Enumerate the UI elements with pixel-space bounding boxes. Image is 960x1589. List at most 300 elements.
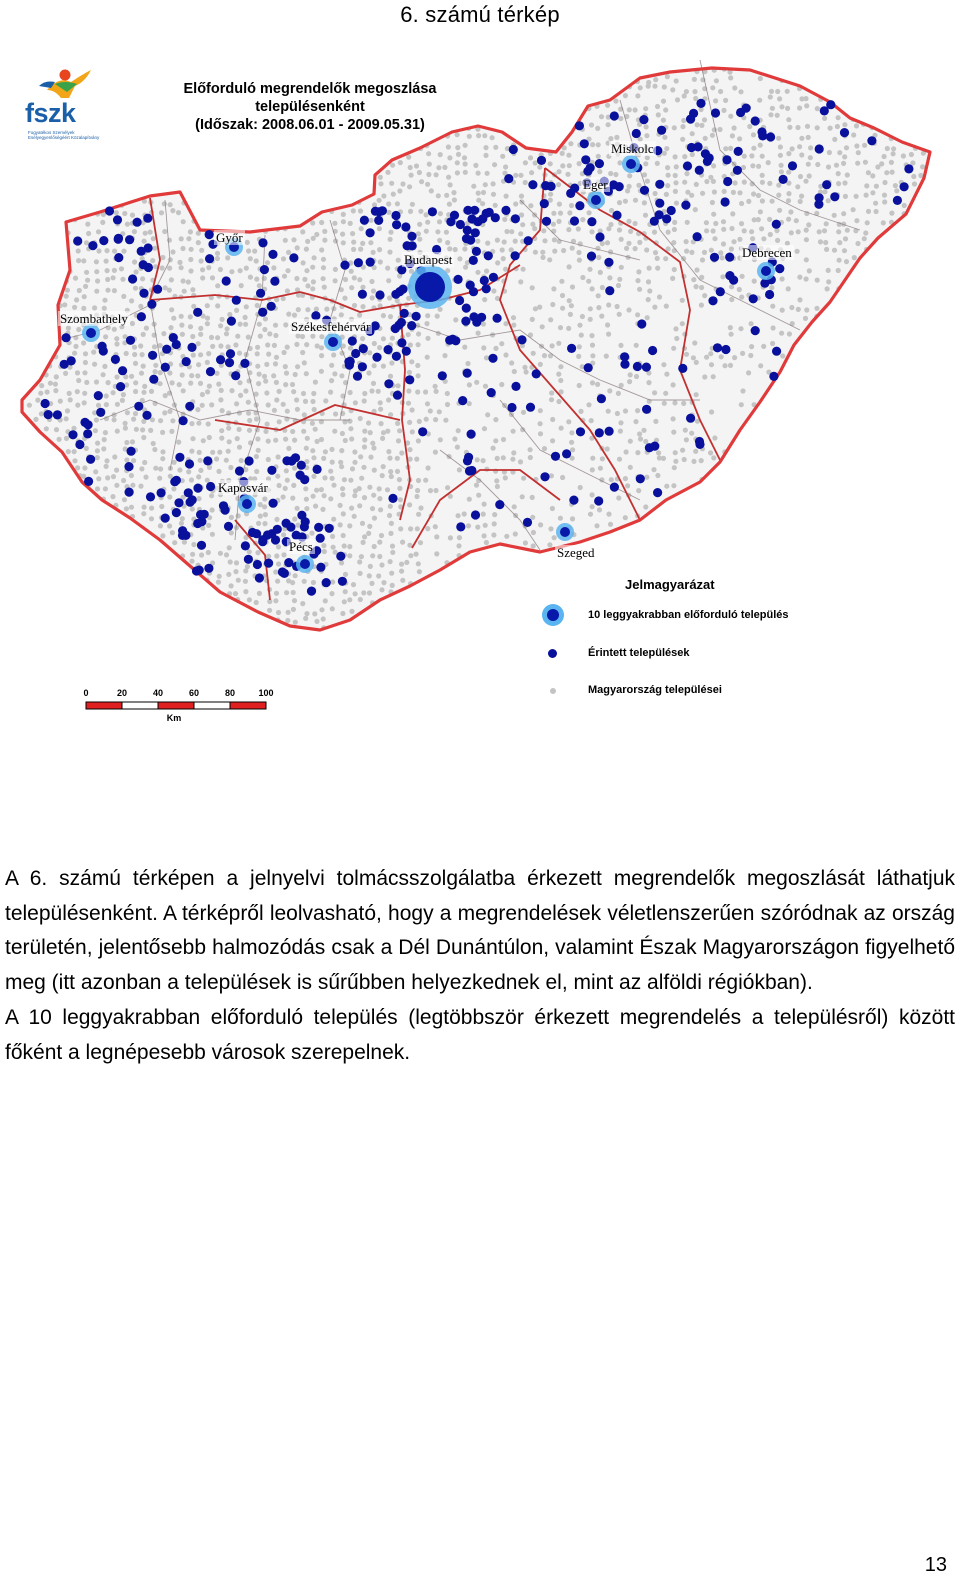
settlement-dot xyxy=(643,213,648,218)
settlement-dot xyxy=(761,344,766,349)
settlement-dot xyxy=(200,392,205,397)
settlement-dot xyxy=(862,236,867,241)
settlement-dot xyxy=(672,220,677,225)
settlement-dot xyxy=(111,275,116,280)
settlement-dot xyxy=(702,250,707,255)
settlement-dot xyxy=(371,445,376,450)
settlement-dot xyxy=(390,336,395,341)
settlement-dot xyxy=(406,388,411,393)
settlement-dot xyxy=(284,468,289,473)
settlement-dot xyxy=(662,151,667,156)
settlement-dot xyxy=(274,591,279,596)
settlement-dot xyxy=(605,322,610,327)
settlement-dot xyxy=(388,374,393,379)
affected-settlement-dot xyxy=(567,344,576,353)
settlement-dot xyxy=(625,483,630,488)
settlement-dot xyxy=(389,521,394,526)
settlement-dot xyxy=(483,384,488,389)
settlement-dot xyxy=(708,450,713,455)
settlement-dot xyxy=(770,199,775,204)
affected-settlement-dot xyxy=(392,352,401,361)
settlement-dot xyxy=(462,246,467,251)
settlement-dot xyxy=(474,483,479,488)
settlement-dot xyxy=(417,419,422,424)
settlement-dot xyxy=(476,331,481,336)
settlement-dot xyxy=(66,449,71,454)
settlement-dot xyxy=(152,344,157,349)
settlement-dot xyxy=(257,591,262,596)
affected-settlement-dot xyxy=(83,429,92,438)
settlement-dot xyxy=(200,267,205,272)
settlement-dot xyxy=(568,141,573,146)
settlement-dot xyxy=(263,316,268,321)
affected-settlement-dot xyxy=(205,230,214,239)
settlement-dot xyxy=(179,236,184,241)
settlement-dot xyxy=(214,371,219,376)
settlement-dot xyxy=(226,426,231,431)
settlement-dot xyxy=(482,426,487,431)
settlement-dot xyxy=(54,374,59,379)
settlement-dot xyxy=(218,323,223,328)
settlement-dot xyxy=(671,346,676,351)
affected-settlement-dot xyxy=(187,343,196,352)
settlement-dot xyxy=(455,145,460,150)
settlement-dot xyxy=(708,351,713,356)
affected-settlement-dot xyxy=(402,347,411,356)
settlement-dot xyxy=(653,250,658,255)
settlement-dot xyxy=(673,154,678,159)
settlement-dot xyxy=(577,258,582,263)
settlement-dot xyxy=(180,332,185,337)
settlement-dot xyxy=(276,454,281,459)
settlement-dot xyxy=(786,217,791,222)
settlement-dot xyxy=(195,373,200,378)
settlement-dot xyxy=(181,388,186,393)
settlement-dot xyxy=(134,427,139,432)
settlement-dot xyxy=(371,381,376,386)
settlement-dot xyxy=(433,450,438,455)
settlement-dot xyxy=(196,240,201,245)
settlement-dot xyxy=(513,173,518,178)
settlement-dot xyxy=(342,296,347,301)
settlement-dot xyxy=(120,277,125,282)
settlement-dot xyxy=(485,241,490,246)
settlement-dot xyxy=(331,517,336,522)
settlement-dot xyxy=(655,256,660,261)
settlement-dot xyxy=(748,353,753,358)
settlement-dot xyxy=(633,221,638,226)
settlement-dot xyxy=(39,411,44,416)
settlement-dot xyxy=(794,218,799,223)
settlement-dot xyxy=(626,241,631,246)
settlement-dot xyxy=(749,344,754,349)
settlement-dot xyxy=(519,194,524,199)
settlement-dot xyxy=(580,314,585,319)
affected-settlement-dot xyxy=(353,372,362,381)
affected-settlement-dot xyxy=(395,287,404,296)
settlement-dot xyxy=(633,198,638,203)
settlement-dot xyxy=(836,229,841,234)
settlement-dot xyxy=(694,392,699,397)
affected-settlement-dot xyxy=(99,236,108,245)
legend-label-settlements: Magyarország települései xyxy=(588,684,722,696)
settlement-dot xyxy=(837,240,842,245)
settlement-dot xyxy=(358,571,363,576)
settlement-dot xyxy=(823,240,828,245)
settlement-dot xyxy=(378,400,383,405)
settlement-dot xyxy=(865,220,870,225)
settlement-dot xyxy=(35,398,40,403)
settlement-dot xyxy=(785,89,790,94)
settlement-dot xyxy=(285,345,290,350)
settlement-dot xyxy=(291,590,296,595)
settlement-dot xyxy=(134,269,139,274)
settlement-dot xyxy=(400,578,405,583)
settlement-dot xyxy=(538,421,543,426)
affected-settlement-dot xyxy=(751,116,760,125)
settlement-dot xyxy=(815,125,820,130)
settlement-dot xyxy=(578,409,583,414)
settlement-dot xyxy=(159,210,164,215)
settlement-dot xyxy=(435,314,440,319)
settlement-dot xyxy=(319,437,324,442)
affected-settlement-dot xyxy=(407,321,416,330)
settlement-dot xyxy=(339,560,344,565)
settlement-dot xyxy=(444,193,449,198)
settlement-dot xyxy=(492,512,497,517)
settlement-dot xyxy=(752,279,757,284)
affected-settlement-dot xyxy=(725,271,734,280)
affected-settlement-dot xyxy=(605,286,614,295)
settlement-dot xyxy=(102,298,107,303)
settlement-dot xyxy=(481,458,486,463)
settlement-dot xyxy=(863,160,868,165)
settlement-dot xyxy=(152,447,157,452)
settlement-dot xyxy=(257,322,262,327)
settlement-dot xyxy=(550,302,555,307)
settlement-dot xyxy=(780,276,785,281)
settlement-dot xyxy=(484,355,489,360)
settlement-dot xyxy=(766,160,771,165)
settlement-dot xyxy=(749,153,754,158)
settlement-dot xyxy=(191,542,196,547)
settlement-dot xyxy=(870,190,875,195)
settlement-dot xyxy=(142,460,147,465)
settlement-dot xyxy=(148,230,153,235)
settlement-dot xyxy=(158,381,163,386)
settlement-dot xyxy=(837,150,842,155)
settlement-dot xyxy=(822,228,827,233)
settlement-dot xyxy=(244,266,249,271)
settlement-dot xyxy=(643,439,648,444)
settlement-dot xyxy=(805,124,810,129)
settlement-dot xyxy=(304,371,309,376)
settlement-dot xyxy=(493,203,498,208)
settlement-dot xyxy=(281,256,286,261)
settlement-dot xyxy=(786,198,791,203)
settlement-dot xyxy=(718,250,723,255)
settlement-dot xyxy=(484,540,489,545)
affected-settlement-dot xyxy=(633,362,642,371)
affected-settlement-dot xyxy=(455,296,464,305)
settlement-dot xyxy=(636,183,641,188)
settlement-dot xyxy=(272,343,277,348)
settlement-dot xyxy=(130,483,135,488)
affected-settlement-dot xyxy=(711,108,720,117)
settlement-dot xyxy=(313,380,318,385)
settlement-dot xyxy=(104,259,109,264)
settlement-dot xyxy=(389,181,394,186)
settlement-dot xyxy=(567,298,572,303)
settlement-dot xyxy=(243,315,248,320)
settlement-dot xyxy=(390,583,395,588)
settlement-dot xyxy=(495,456,500,461)
affected-settlement-dot xyxy=(482,284,491,293)
affected-settlement-dot xyxy=(258,238,267,247)
settlement-dot xyxy=(476,133,481,138)
settlement-dot xyxy=(807,173,812,178)
affected-settlement-dot xyxy=(391,324,400,333)
page-heading: 6. számú térkép xyxy=(400,2,560,27)
affected-settlement-dot xyxy=(193,519,202,528)
affected-settlement-dot xyxy=(271,535,280,544)
affected-settlement-dot xyxy=(192,566,201,575)
settlement-dot xyxy=(911,174,916,179)
affected-settlement-dot xyxy=(253,560,262,569)
settlement-dot xyxy=(451,190,456,195)
settlement-dot xyxy=(719,354,724,359)
settlement-dot xyxy=(160,430,165,435)
settlement-dot xyxy=(537,305,542,310)
settlement-dot xyxy=(635,278,640,283)
affected-settlement-dot xyxy=(255,573,264,582)
settlement-dot xyxy=(670,87,675,92)
settlement-dot xyxy=(841,211,846,216)
settlement-dot xyxy=(589,122,594,127)
settlement-dot xyxy=(665,165,670,170)
settlement-dot xyxy=(652,305,657,310)
settlement-dot xyxy=(664,372,669,377)
settlement-dot xyxy=(378,407,383,412)
settlement-dot xyxy=(538,431,543,436)
map-title-line-1: Előforduló megrendelők megoszlása xyxy=(183,81,437,97)
settlement-dot xyxy=(623,515,628,520)
affected-settlement-dot xyxy=(125,235,134,244)
settlement-dot xyxy=(537,165,542,170)
settlement-dot xyxy=(303,399,308,404)
settlement-dot xyxy=(520,494,525,499)
affected-settlement-dot xyxy=(240,359,249,368)
settlement-dot xyxy=(842,248,847,253)
settlement-dot xyxy=(319,369,324,374)
settlement-dot xyxy=(161,331,166,336)
settlement-dot xyxy=(528,155,533,160)
settlement-dot xyxy=(511,323,516,328)
settlement-dot xyxy=(673,450,678,455)
settlement-dot xyxy=(884,170,889,175)
affected-settlement-dot xyxy=(224,522,233,531)
settlement-dot xyxy=(673,189,678,194)
settlement-dot xyxy=(115,402,120,407)
settlement-dot xyxy=(360,304,365,309)
affected-settlement-dot xyxy=(788,161,797,170)
settlement-dot xyxy=(647,266,652,271)
settlement-dot xyxy=(521,476,526,481)
affected-settlement-dot xyxy=(374,216,383,225)
settlement-dot xyxy=(657,294,662,299)
settlement-dot xyxy=(262,374,267,379)
settlement-dot xyxy=(190,334,195,339)
settlement-dot xyxy=(291,483,296,488)
settlement-dot xyxy=(101,372,106,377)
settlement-dot xyxy=(682,93,687,98)
settlement-dot xyxy=(341,212,346,217)
settlement-dot xyxy=(415,488,420,493)
settlement-dot xyxy=(864,183,869,188)
settlement-dot xyxy=(737,190,742,195)
settlement-dot xyxy=(447,155,452,160)
settlement-dot xyxy=(330,579,335,584)
settlement-dot xyxy=(333,411,338,416)
settlement-dot xyxy=(661,456,666,461)
settlement-dot xyxy=(475,239,480,244)
settlement-dot xyxy=(635,450,640,455)
settlement-dot xyxy=(225,255,230,260)
settlement-dot xyxy=(332,221,337,226)
settlement-dot xyxy=(826,268,831,273)
affected-settlement-dot xyxy=(576,427,585,436)
settlement-dot xyxy=(407,502,412,507)
settlement-dot xyxy=(760,180,765,185)
settlement-dot xyxy=(349,506,354,511)
settlement-dot xyxy=(285,409,290,414)
settlement-dot xyxy=(352,514,357,519)
settlement-dot xyxy=(169,429,174,434)
scale-tick-80: 80 xyxy=(224,688,236,698)
settlement-dot xyxy=(590,142,595,147)
settlement-dot xyxy=(457,535,462,540)
settlement-dot xyxy=(388,314,393,319)
settlement-dot xyxy=(480,201,485,206)
settlement-dot xyxy=(190,436,195,441)
settlement-dot xyxy=(722,189,727,194)
settlement-dot xyxy=(590,492,595,497)
settlement-dot xyxy=(339,312,344,317)
settlement-dot xyxy=(643,504,648,509)
settlement-dot xyxy=(319,487,324,492)
settlement-dot xyxy=(386,397,391,402)
settlement-dot xyxy=(414,457,419,462)
settlement-dot xyxy=(112,288,117,293)
settlement-dot xyxy=(171,316,176,321)
affected-settlement-dot xyxy=(128,274,137,283)
settlement-dot xyxy=(799,152,804,157)
affected-settlement-dot xyxy=(269,499,278,508)
settlement-dot xyxy=(902,203,907,208)
affected-settlement-dot xyxy=(495,500,504,509)
affected-settlement-dot xyxy=(172,476,181,485)
settlement-dot xyxy=(82,465,87,470)
settlement-dot xyxy=(407,370,412,375)
settlement-dot xyxy=(226,449,231,454)
settlement-dot xyxy=(206,523,211,528)
settlement-dot xyxy=(167,238,172,243)
settlement-dot xyxy=(475,270,480,275)
settlement-dot xyxy=(191,304,196,309)
affected-settlement-dot xyxy=(667,206,676,215)
settlement-dot xyxy=(243,589,248,594)
settlement-dot xyxy=(663,391,668,396)
settlement-dot xyxy=(728,146,733,151)
settlement-dot xyxy=(416,512,421,517)
settlement-dot xyxy=(689,431,694,436)
settlement-dot xyxy=(64,294,69,299)
settlement-dot xyxy=(747,124,752,129)
settlement-dot xyxy=(617,227,622,232)
settlement-dot xyxy=(177,260,182,265)
settlement-dot xyxy=(359,226,364,231)
settlement-dot xyxy=(680,321,685,326)
settlement-dot xyxy=(491,181,496,186)
settlement-dot xyxy=(628,439,633,444)
settlement-dot xyxy=(681,118,686,123)
settlement-dot xyxy=(122,497,127,502)
settlement-dot xyxy=(151,441,156,446)
city-label-eger: Eger xyxy=(583,177,608,192)
settlement-dot xyxy=(233,569,238,574)
affected-settlement-dot xyxy=(584,363,593,372)
settlement-dot xyxy=(672,125,677,130)
settlement-dot xyxy=(292,466,297,471)
settlement-dot xyxy=(273,569,278,574)
settlement-dot xyxy=(607,275,612,280)
settlement-dot xyxy=(797,297,802,302)
settlement-dot xyxy=(281,532,286,537)
settlement-dot xyxy=(893,183,898,188)
settlement-dot xyxy=(199,552,204,557)
settlement-dot xyxy=(709,409,714,414)
settlement-dot xyxy=(369,218,374,223)
affected-settlement-dot xyxy=(401,222,410,231)
settlement-dot xyxy=(438,211,443,216)
settlement-dot xyxy=(424,229,429,234)
settlement-dot xyxy=(238,322,243,327)
settlement-dot xyxy=(130,439,135,444)
settlement-dot xyxy=(532,226,537,231)
settlement-dot xyxy=(377,496,382,501)
settlement-dot xyxy=(333,278,338,283)
settlement-dot xyxy=(616,283,621,288)
settlement-dot xyxy=(799,136,804,141)
city-label-szeged: Szeged xyxy=(557,545,595,560)
settlement-dot xyxy=(503,475,508,480)
settlement-dot xyxy=(836,115,841,120)
affected-settlement-dot xyxy=(480,276,489,285)
settlement-dot xyxy=(495,238,500,243)
settlement-dot xyxy=(691,277,696,282)
settlement-dot xyxy=(131,458,136,463)
settlement-dot xyxy=(607,388,612,393)
settlement-dot xyxy=(751,191,756,196)
settlement-dot xyxy=(723,98,728,103)
affected-settlement-dot xyxy=(583,167,592,176)
settlement-dot xyxy=(160,533,165,538)
settlement-dot xyxy=(818,239,823,244)
settlement-dot xyxy=(205,360,210,365)
settlement-dot xyxy=(274,355,279,360)
settlement-dot xyxy=(379,533,384,538)
settlement-dot xyxy=(256,521,261,526)
